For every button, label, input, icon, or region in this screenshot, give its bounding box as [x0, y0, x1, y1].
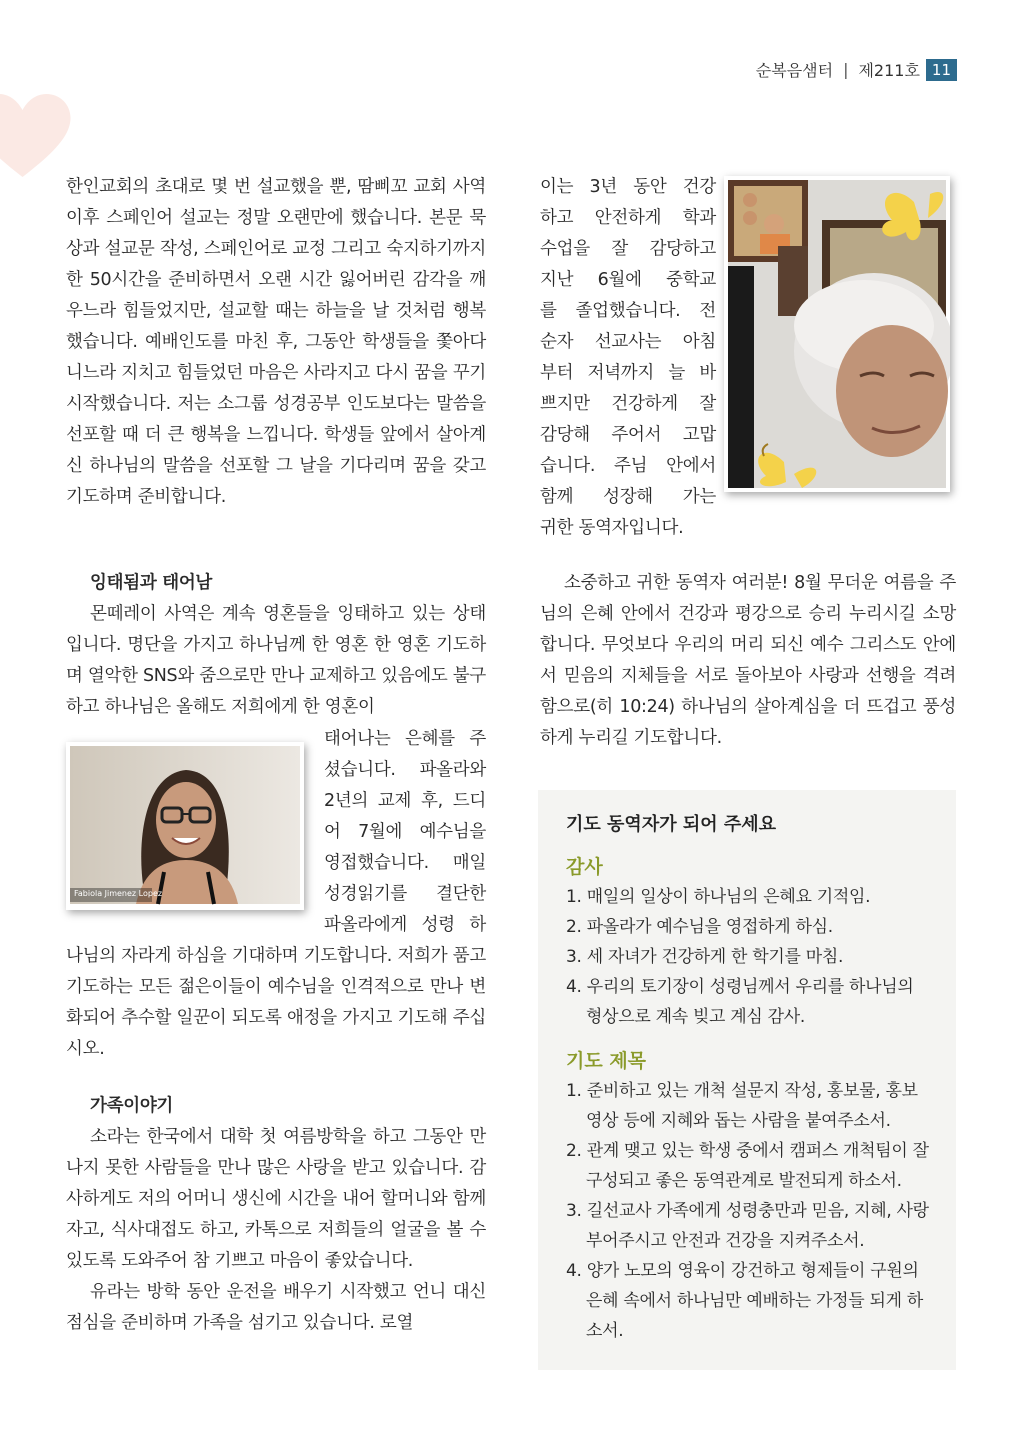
closing-paragraph: 소중하고 귀한 동역자 여러분! 8월 무더운 여름을 주님의 은혜 안에서 건강과 평강으로 승리 누리시길 소망합니다. 무엇보다 우리의 머리 되신 예수 그리스도 안에서 믿음의 지체들을 서로 돌아보아 사랑과 선행을 격려함으로(히 10:24) 하나님의 살아계심을 더 뜨겁고 풍성하게 누리길 기도합니다. [540, 573, 956, 748]
list-item: 3. 길선교사 가족에게 성령충만과 믿음, 지혜, 사랑 부어주시고 안전과 건강을 지켜주소서. [566, 1201, 929, 1251]
narrow-line: 감당해 주어서 고맙 [540, 425, 716, 445]
right-narrow-text [540, 172, 716, 544]
section-birth-wrap [324, 724, 486, 941]
magazine-name: 순복음샘터 [755, 61, 834, 80]
photo-caption: Fabiola Jimenez Lopez [74, 889, 163, 898]
wrap-line: 파올라에게 성령 하 [324, 915, 486, 935]
narrow-line: 하고 안전하게 학과 [540, 208, 716, 228]
wrap-line: 셨습니다. 파올라와 [324, 760, 486, 780]
list-item: 2. 파올라가 예수님을 영접하게 하심. [566, 917, 833, 937]
list-item: 1. 준비하고 있는 개척 설문지 작성, 홍보물, 홍보영상 등에 지혜와 돕는 사람을 붙여주소서. [566, 1081, 918, 1131]
wrap-line: 2년의 교제 후, 드디 [324, 791, 486, 811]
section-family [66, 1091, 486, 1339]
page-number: 11 [926, 59, 957, 81]
section-birth-paragraph-2: 나님의 자라게 하심을 기대하며 기도합니다. 저희가 품고 기도하는 모든 젊은이들이 예수님을 인격적으로 만나 변화되어 추수할 일꾼이 되도록 애정을 가지고 기도해 주십시오. [66, 946, 486, 1059]
narrow-line: 수업을 잘 감당하고 [540, 239, 716, 259]
section-title-birth: 잉태됨과 태어남 [90, 573, 213, 593]
wrap-line: 태어나는 은혜를 주 [324, 729, 486, 749]
list-item: 4. 우리의 토기장이 성령님께서 우리를 하나님의 형상으로 계속 빚고 계심 감사. [566, 977, 914, 1027]
section-birth-paragraph-1: 몬떼레이 사역은 계속 영혼들을 잉태하고 있는 상태입니다. 명단을 가지고 하나님께 한 영혼 한 영혼 기도하며 열악한 SNS와 줌으로만 만나 교제하고 있음에도 불구하고 하나님은 올해도 저희에게 한 영혼이 [66, 604, 486, 717]
wrap-line: 성경읽기를 결단한 [324, 884, 486, 904]
narrow-line: 지난 6월에 중학교 [540, 270, 716, 290]
requests-title: 기도 제목 [566, 1050, 647, 1072]
requests-list [538, 1076, 956, 1346]
list-item: 2. 관계 맺고 있는 학생 중에서 캠퍼스 개척팀이 잘 구성되고 좋은 동역관계로 발전되게 하소서. [566, 1141, 929, 1191]
section-family-paragraph-1: 소라는 한국에서 대학 첫 여름방학을 하고 그동안 만나지 못한 사람들을 만나 많은 사랑을 받고 있습니다. 감사하게도 저의 어머니 생신에 시간을 내어 할머니와 함께 자고, 식사대접도 하고, 카톡으로 저희들의 얼굴을 볼 수 있도록 도와주어 참 기쁘고 마음이 좋았습니다. [66, 1127, 486, 1271]
narrow-line: 순자 선교사는 아침 [540, 332, 716, 352]
narrow-line: 부터 저녁까지 늘 바 [540, 363, 716, 383]
list-item: 1. 매일의 일상이 하나님의 은혜요 기적임. [566, 887, 871, 907]
section-family-paragraph-2: 유라는 방학 동안 운전을 배우기 시작했고 언니 대신 점심을 준비하며 가족을 섬기고 있습니다. 로열 [66, 1282, 486, 1333]
narrow-line: 습니다. 주님 안에서 [540, 456, 716, 476]
thanks-list [538, 882, 956, 1032]
prayer-box-title: 기도 동역자가 되어 주세요 [566, 814, 777, 835]
thanks-title: 감사 [566, 856, 603, 878]
narrow-line: 함께 성장해 가는 [540, 487, 716, 507]
section-birth-cont [66, 941, 486, 1065]
photo-grandmother [724, 176, 950, 492]
list-item: 3. 세 자녀가 건강하게 한 학기를 마침. [566, 947, 844, 967]
narrow-line: 쁘지만 건강하게 잘 [540, 394, 716, 414]
prayer-box [538, 790, 956, 1370]
narrow-line: 귀한 동역자입니다. [540, 518, 684, 538]
issue-number: 제211호 [858, 61, 920, 80]
left-intro [66, 172, 486, 513]
list-item: 4. 양가 노모의 영육이 강건하고 형제들이 구원의 은혜 속에서 하나님만 예배하는 가정들 되게 하소서. [566, 1261, 923, 1341]
closing-text [540, 568, 956, 754]
narrow-line: 이는 3년 동안 건강 [540, 177, 716, 197]
section-birth [66, 568, 486, 723]
heart-decoration-icon [0, 92, 75, 182]
photo-student [66, 742, 304, 910]
wrap-line: 영접했습니다. 매일 [324, 853, 486, 873]
narrow-line: 를 졸업했습니다. 전 [540, 301, 716, 321]
wrap-line: 어 7월에 예수님을 [324, 822, 486, 842]
page-header: 순복음샘터 | 제211호 11 [756, 58, 957, 81]
intro-paragraph: 한인교회의 초대로 몇 번 설교했을 뿐, 땀삐꼬 교회 사역 이후 스페인어 설교는 정말 오랜만에 했습니다. 본문 묵상과 설교문 작성, 스페인어로 교정 그리고 숙지하기까지 한 50시간을 준비하면서 오랜 시간 잃어버린 감각을 깨우느라 힘들었지만, 설교할 때는 하늘을 날 것처럼 행복했습니다. 예배인도를 마친 후, 그동안 학생들을 쫓아다니느라 지치고 힘들었던 마음은 사라지고 다시 꿈을 꾸기 시작했습니다. 저는 소그룹 성경공부 인도보다는 말씀을 선포할 때 더 큰 행복을 느낍니다. 학생들 앞에서 살아계신 하나님의 말씀을 선포할 그 날을 기다리며 꿈을 갖고 기도하며 준비합니다. [66, 177, 486, 507]
section-title-family: 가족이야기 [90, 1096, 174, 1116]
